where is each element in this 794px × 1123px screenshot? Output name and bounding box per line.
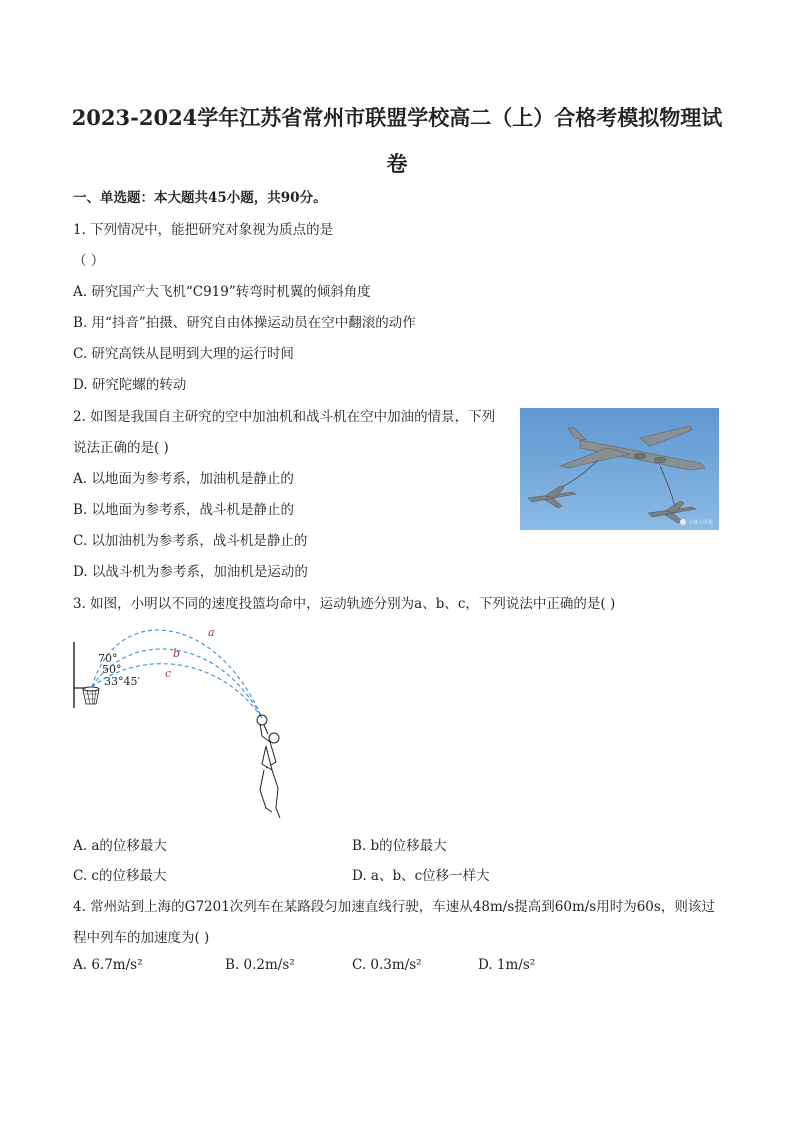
refueling-aircraft-photo [520,408,719,530]
q2-stem-line2: 说法正确的是( ) [73,440,169,456]
angle-label-70: 70° [98,652,118,665]
label-c: c [165,667,172,680]
section-heading: 一、单选题：本大题共45小题，共90分。 [73,190,327,206]
q1-option-a: A. 研究国产大飞机“C919”转弯时机翼的倾斜角度 [73,284,371,300]
q3-option-b: B. b的位移最大 [352,838,447,854]
q2-option-d: D. 以战斗机为参考系，加油机是运动的 [73,564,308,580]
angle-label-33-45: 33°45′ [104,675,140,688]
document-title [60,95,734,187]
player-figure [257,715,280,818]
label-a: a [208,626,215,639]
q4-option-c: C. 0.3m/s² [352,957,422,973]
q4-stem-line2: 程中列车的加速度为( ) [73,930,210,946]
title-line-2: 卷 [386,151,408,176]
q3-stem: 3. 如图，小明以不同的速度投篮均命中，运动轨迹分别为a、b、c，下列说法中正确的是( ) [73,596,616,612]
q1-option-b: B. 用“抖音”拍摄、研究自由体操运动员在空中翻滚的动作 [73,315,416,331]
q1-option-d: D. 研究陀螺的转动 [73,377,187,393]
q2-option-b: B. 以地面为参考系，战斗机是静止的 [73,502,295,518]
title-line-1: 2023-2024学年江苏省常州市联盟学校高二（上）合格考模拟物理试 [71,105,723,130]
q4-option-a: A. 6.7m/s² [73,957,143,973]
q2-stem-line1: 2. 如图是我国自主研究的空中加油机和战斗机在空中加油的情景，下列 [73,409,496,425]
basketball-trajectory-diagram [66,612,306,827]
q1-stem: 1. 下列情况中，能把研究对象视为质点的是 [73,222,334,238]
label-b: b [173,647,181,660]
q4-stem-line1: 4. 常州站到上海的G7201次列车在某路段匀加速直线行驶，车速从48m/s提高到60m/s用时为60s，则该过 [73,899,715,915]
q2-option-c: C. 以加油机为参考系，战斗机是静止的 [73,533,308,549]
q4-option-d: D. 1m/s² [478,957,536,973]
q1-paren: （ ） [73,253,105,269]
q3-option-c: C. c的位移最大 [73,868,167,884]
hoop [83,687,99,691]
net [83,690,99,704]
q4-option-b: B. 0.2m/s² [225,957,295,973]
q1-option-c: C. 研究高铁从昆明到大理的运行时间 [73,346,294,362]
svg-text:吉林大学化: 吉林大学化 [688,520,714,526]
q3-option-a: A. a的位移最大 [73,838,167,854]
q2-option-a: A. 以地面为参考系，加油机是静止的 [73,471,294,487]
q3-option-d: D. a、b、c位移一样大 [352,868,490,884]
angle-label-50: 50° [102,663,122,676]
